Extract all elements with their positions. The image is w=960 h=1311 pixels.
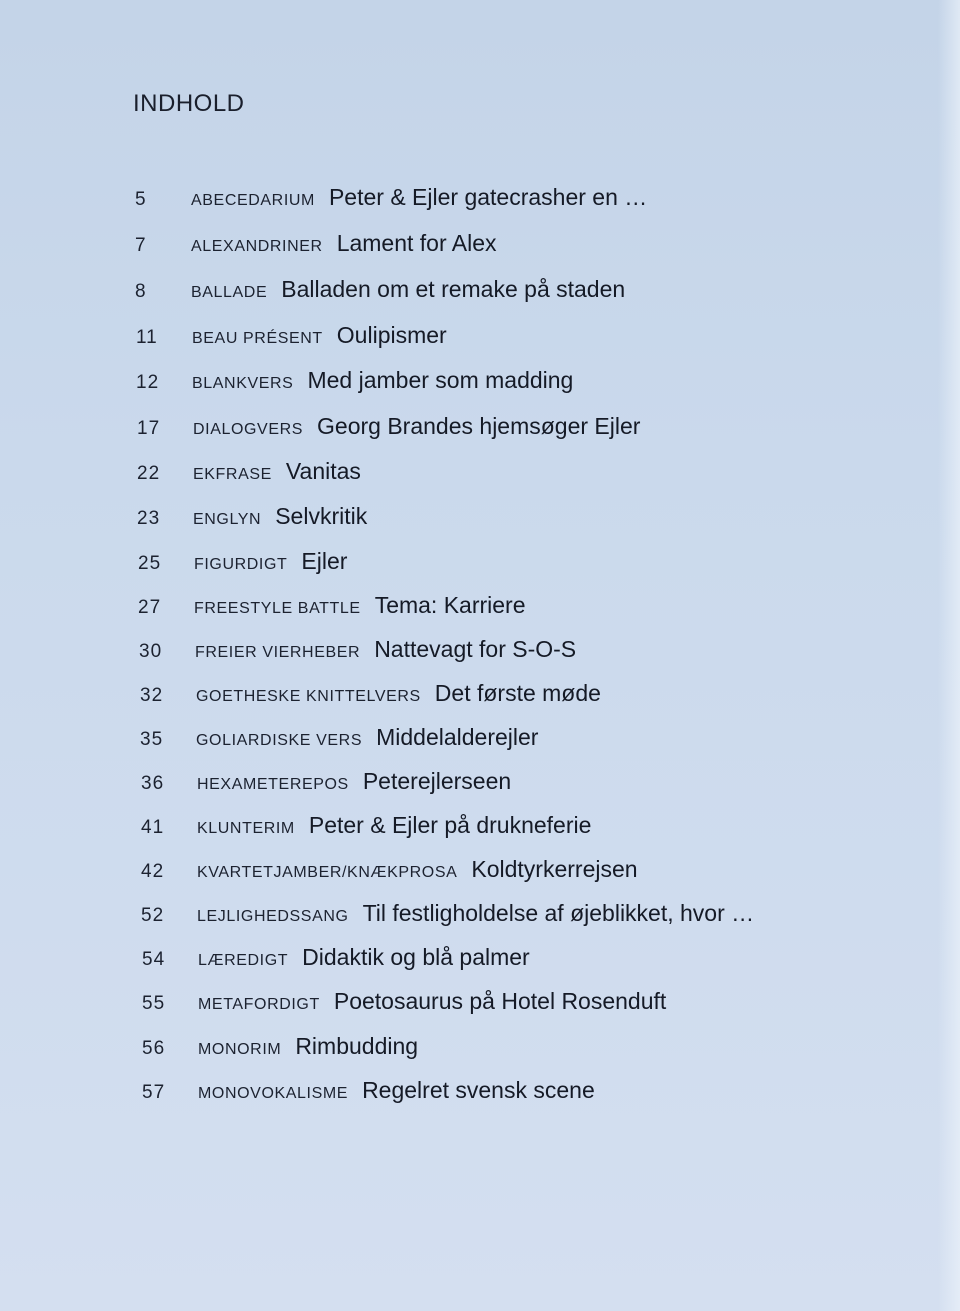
- toc-verse-form: BEAU PRÉSENT: [192, 330, 323, 347]
- toc-verse-form: KVARTETJAMBER/KNÆKPROSA: [197, 864, 458, 881]
- toc-title: Koldtyrkerrejsen: [471, 856, 638, 882]
- toc-title: Til festligholdelse af øjeblikket, hvor …: [362, 900, 755, 926]
- toc-entry: [142, 1077, 595, 1104]
- toc-entry: [138, 592, 526, 619]
- toc-page-number: 52: [141, 905, 165, 926]
- toc-page-number: 23: [137, 508, 161, 529]
- toc-verse-form: MONORIM: [198, 1041, 282, 1058]
- toc-verse-form: FREESTYLE BATTLE: [194, 600, 361, 617]
- toc-verse-form: ENGLYN: [193, 511, 262, 528]
- toc-title: Tema: Karriere: [374, 592, 526, 618]
- toc-title: Lament for Alex: [336, 230, 497, 256]
- toc-page-number: 30: [139, 641, 163, 662]
- toc-page-number: 35: [140, 729, 164, 750]
- toc-verse-form: BLANKVERS: [192, 375, 294, 392]
- toc-entry: [141, 812, 591, 839]
- toc-verse-form: FREIER VIERHEBER: [195, 644, 361, 661]
- toc-verse-form: GOETHESKE KNITTELVERS: [196, 688, 421, 705]
- toc-title: Balladen om et remake på staden: [281, 276, 626, 302]
- toc-entry: [135, 230, 497, 257]
- toc-verse-form: ABECEDARIUM: [191, 192, 315, 209]
- toc-title: Ejler: [301, 548, 348, 574]
- toc-verse-form: KLUNTERIM: [197, 820, 295, 837]
- toc-title: Poetosaurus på Hotel Rosenduft: [333, 988, 667, 1014]
- toc-entry: [138, 548, 347, 575]
- toc-page-number: 54: [142, 949, 166, 970]
- toc-title: Peterejlerseen: [362, 768, 512, 794]
- toc-entry: [141, 856, 638, 883]
- toc-page-number: 7: [135, 235, 147, 256]
- toc-page-number: 8: [135, 281, 147, 302]
- toc-entry: [140, 680, 601, 707]
- toc-title: Selvkritik: [275, 503, 368, 529]
- toc-page-number: 41: [141, 817, 165, 838]
- toc-verse-form: EKFRASE: [193, 466, 272, 483]
- toc-title: Med jamber som madding: [307, 367, 574, 393]
- toc-entry: [140, 724, 538, 751]
- toc-entry: [142, 944, 530, 971]
- toc-entry: [142, 988, 666, 1015]
- toc-title: Regelret svensk scene: [362, 1077, 595, 1103]
- toc-title: Rimbudding: [295, 1033, 419, 1059]
- toc-verse-form: LEJLIGHEDSSANG: [197, 908, 349, 925]
- toc-verse-form: BALLADE: [191, 284, 268, 301]
- toc-title: Middelalderejler: [376, 724, 539, 750]
- toc-verse-form: LÆREDIGT: [198, 952, 289, 969]
- toc-title: Vanitas: [285, 458, 361, 484]
- toc-entry: [136, 322, 447, 349]
- toc-page-number: 27: [138, 597, 162, 618]
- toc-page-number: 57: [142, 1082, 166, 1103]
- toc-title: Det første møde: [434, 680, 601, 706]
- toc-page-number: 42: [141, 861, 165, 882]
- toc-entry: [137, 503, 367, 530]
- toc-page-number: 32: [140, 685, 164, 706]
- toc-verse-form: DIALOGVERS: [193, 421, 304, 438]
- toc-title: Nattevagt for S-O-S: [374, 636, 577, 662]
- toc-page-number: 36: [141, 773, 165, 794]
- toc-entry: [142, 1033, 418, 1060]
- toc-page-number: 25: [138, 553, 162, 574]
- toc-page-number: 22: [137, 463, 161, 484]
- toc-title: Georg Brandes hjemsøger Ejler: [317, 413, 641, 439]
- toc-page-number: 5: [135, 189, 147, 210]
- toc-heading: INDHOLD: [133, 90, 245, 117]
- toc-page-number: 12: [136, 372, 160, 393]
- toc-verse-form: MONOVOKALISME: [198, 1085, 349, 1102]
- toc-verse-form: ALEXANDRINER: [191, 238, 323, 255]
- toc-title: Oulipismer: [336, 322, 447, 348]
- toc-title: Didaktik og blå palmer: [302, 944, 530, 970]
- toc-verse-form: METAFORDIGT: [198, 996, 320, 1013]
- toc-verse-form: HEXAMETEREPOS: [197, 776, 349, 793]
- toc-entry: [136, 367, 573, 394]
- toc-title: Peter & Ejler gatecrasher en …: [328, 184, 648, 210]
- toc-entry: [141, 900, 754, 927]
- toc-entry: [141, 768, 511, 795]
- toc-entry: [137, 458, 361, 485]
- toc-page-number: 56: [142, 1038, 166, 1059]
- toc-verse-form: GOLIARDISKE VERS: [196, 732, 363, 749]
- toc-verse-form: FIGURDIGT: [194, 556, 288, 573]
- toc-entry: [137, 413, 640, 440]
- toc-page-number: 11: [136, 327, 158, 348]
- toc-title: Peter & Ejler på drukneferie: [308, 812, 592, 838]
- toc-entry: [135, 184, 647, 211]
- toc-page-number: 55: [142, 993, 166, 1014]
- toc-entry: [139, 636, 576, 663]
- toc-entry: [135, 276, 625, 303]
- toc-page-number: 17: [137, 418, 161, 439]
